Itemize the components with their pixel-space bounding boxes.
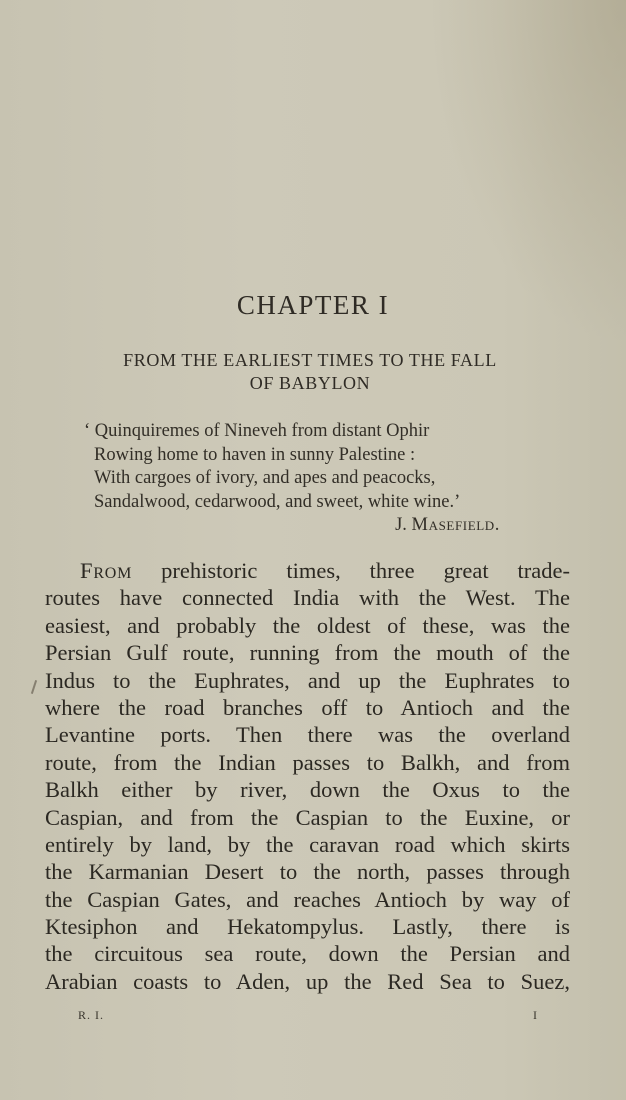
body-line-14: Ktesiphon and Hekatompylus. Lastly, there is bbox=[45, 914, 570, 940]
epigraph-attribution-prefix: J. bbox=[395, 515, 412, 535]
body-line-13: the Caspian Gates, and reaches Antioch by way of bbox=[45, 886, 570, 912]
body-line-12: the Karmanian Desert to the north, passes through bbox=[45, 859, 570, 885]
body-line-3: easiest, and probably the oldest of these, was the bbox=[45, 612, 570, 638]
epigraph-attribution bbox=[84, 514, 514, 538]
epigraph-attribution-name: Masefield. bbox=[411, 515, 500, 535]
body-line-8: route, from the Indian passes to Balkh, and from bbox=[45, 749, 570, 775]
signature-mark: R. I. bbox=[78, 1008, 104, 1022]
chapter-subtitle-line-2: OF BABYLON bbox=[249, 373, 371, 393]
margin-mark bbox=[31, 680, 37, 694]
body-line-2: routes have connected India with the West. The bbox=[45, 585, 570, 611]
body-line-10: Caspian, and from the Caspian to the Euxine, or bbox=[45, 804, 570, 830]
chapter-subtitle bbox=[60, 349, 560, 395]
body-paragraph bbox=[45, 557, 570, 995]
lead-word: From bbox=[80, 558, 133, 583]
epigraph-line-3: With cargoes of ivory, and apes and peacocks, bbox=[94, 468, 436, 488]
body-line-1 bbox=[45, 557, 570, 584]
body-line-11: entirely by land, by the caravan road which skirts bbox=[45, 831, 570, 857]
body-line-9: Balkh either by river, down the Oxus to the bbox=[45, 777, 570, 803]
page-number: I bbox=[533, 1008, 538, 1022]
body-line-6: where the road branches off to Antioch and the bbox=[45, 694, 570, 720]
body-line-15: the circuitous sea route, down the Persian and bbox=[45, 941, 570, 967]
epigraph bbox=[84, 420, 514, 538]
body-line-1-text: prehistoric times, three great trade- bbox=[132, 558, 570, 583]
body-line-7: Levantine ports. Then there was the overland bbox=[45, 722, 570, 748]
epigraph-line-1: ‘ Quinquiremes of Nineveh from distant Ophir bbox=[84, 421, 430, 441]
epigraph-line-4: Sandalwood, cedarwood, and sweet, white wine.’ bbox=[94, 491, 461, 512]
body-line-4: Persian Gulf route, running from the mouth of the bbox=[45, 640, 570, 666]
body-line-16: Arabian coasts to Aden, up the Red Sea to Suez, bbox=[45, 968, 570, 994]
chapter-title: CHAPTER I bbox=[236, 290, 390, 320]
epigraph-line-2: Rowing home to haven in sunny Palestine : bbox=[94, 444, 416, 465]
chapter-subtitle-line-1: FROM THE EARLIEST TIMES TO THE FALL bbox=[123, 350, 497, 370]
body-line-5: Indus to the Euphrates, and up the Euphrates to bbox=[45, 667, 570, 693]
